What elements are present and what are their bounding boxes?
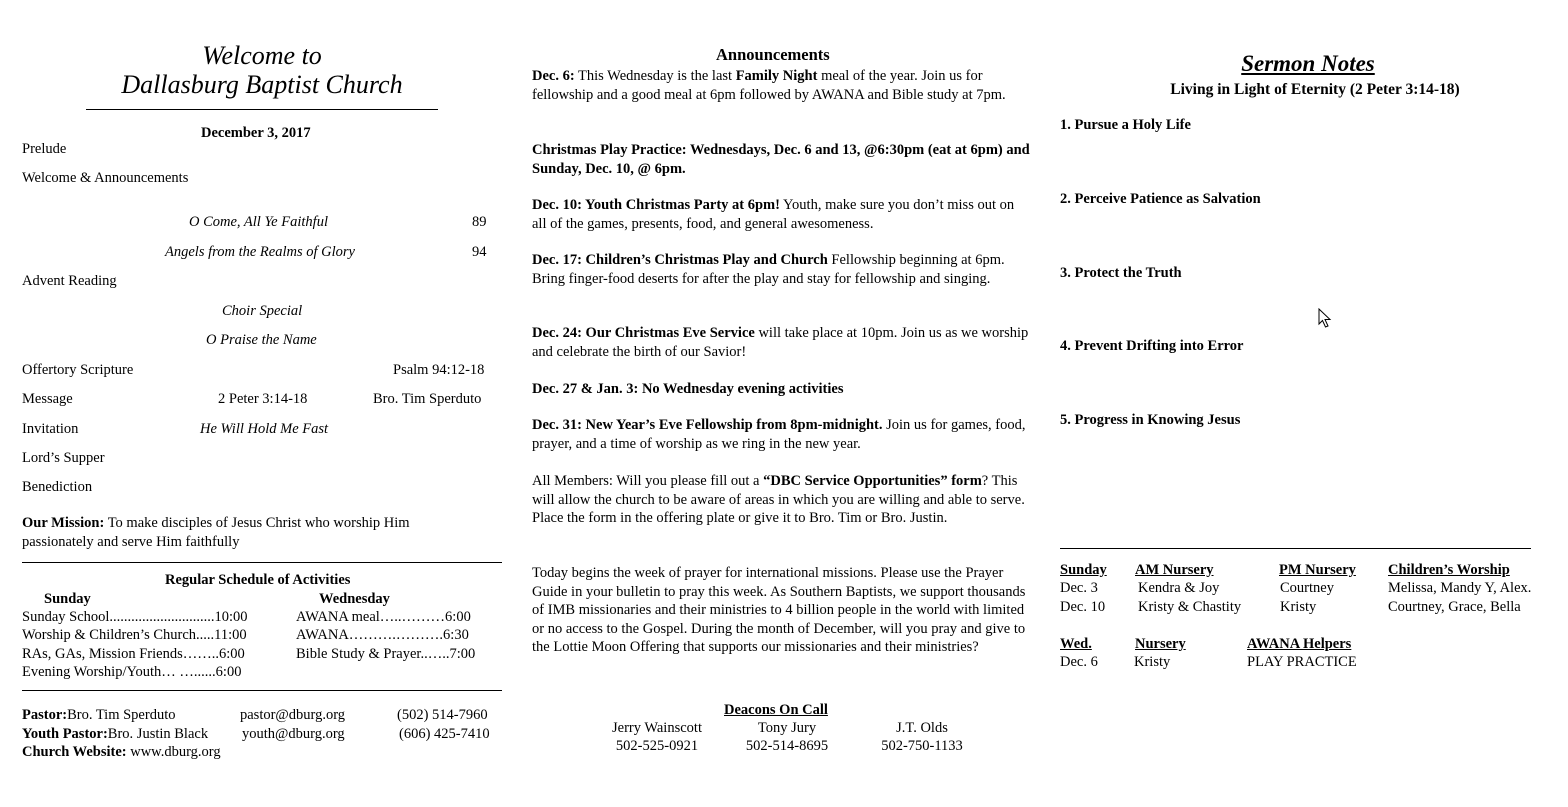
a4-text: Fellowship beginning at 6pm. Bring finger-food deserts for after the play and stay for fellowship and singing. [532, 252, 1005, 287]
mission-label: Our Mission: [22, 515, 105, 531]
schedule-wed-1: AWANA meal…..………6:00 [296, 609, 471, 625]
title-rule [86, 109, 438, 110]
order-invitation: Invitation [22, 421, 79, 437]
youth-pastor-label: Youth Pastor: [22, 726, 108, 742]
hymn-2-title: Angels from the Realms of Glory [165, 244, 355, 260]
youth-pastor-email: youth@dburg.org [242, 726, 345, 742]
announcement-new-years [532, 416, 1030, 453]
church-title [22, 41, 502, 99]
hymn-1-number: 89 [472, 214, 487, 230]
mission-text-1: To make disciples of Jesus Christ who worship Him [104, 515, 410, 531]
deacon-2-name: Tony Jury [757, 720, 817, 736]
deacon-1-phone: 502-525-0921 [615, 738, 699, 754]
order-welcome: Welcome & Announcements [22, 170, 189, 186]
row-1-pm: Courtney [1280, 580, 1334, 596]
pastor-phone: (502) 514-7960 [397, 707, 488, 723]
title-line-1: Welcome to [202, 41, 322, 70]
order-offertory: Offertory Scripture [22, 362, 134, 378]
schedule-sun-4: Evening Worship/Youth… …......6:00 [22, 664, 242, 680]
wed-row-awana: PLAY PRACTICE [1247, 654, 1357, 670]
announcement-service-form [532, 472, 1030, 528]
a7-text: Join us for games, food, prayer, and a time of worship as we ring in the new year. [532, 417, 1026, 452]
order-prelude: Prelude [22, 141, 67, 157]
wed-row-nursery: Kristy [1134, 654, 1171, 670]
a8-form-name: “DBC Service Opportunities” form [763, 473, 982, 489]
a1-text-2: meal of the year. Join us for fellowship and a good meal at 6pm followed by AWANA and Bible study at 7pm. [532, 68, 1006, 103]
mouse-pointer-icon [1318, 308, 1332, 329]
nursery-sunday-head: Sunday [1060, 562, 1107, 578]
schedule-sun-1: Sunday School.............................10:00 [22, 609, 248, 625]
schedule-wed-2: AWANA……….……….6:30 [296, 627, 469, 643]
order-message: Message [22, 391, 73, 407]
wed-row-date: Dec. 6 [1060, 654, 1098, 670]
row-2-date: Dec. 10 [1060, 599, 1106, 615]
choir-song: O Praise the Name [206, 332, 317, 348]
a5-text: will take place at 10pm. Join us as we worship and celebrate the birth of our Savior! [532, 325, 1029, 360]
schedule-sun-2: Worship & Children’s Church.....11:00 [22, 627, 247, 643]
wed-nursery-head: Nursery [1135, 636, 1186, 652]
a5-head: Dec. 24: Our Christmas Eve Service [532, 325, 755, 341]
youth-pastor-line [22, 726, 208, 743]
announcement-family-night [532, 67, 1030, 104]
sermon-point-4: 4. Prevent Drifting into Error [1060, 338, 1244, 354]
pastor-line [22, 707, 175, 724]
deacon-3-phone: 502-750-1133 [881, 738, 963, 754]
pastor-name: Bro. Tim Sperduto [67, 707, 176, 723]
sermon-point-2: 2. Perceive Patience as Salvation [1060, 191, 1261, 207]
row-2-pm: Kristy [1280, 599, 1317, 615]
deacon-1-name: Jerry Wainscott [612, 720, 702, 736]
a8-text-2: ? This will allow the church to be aware of areas in which you are willing and able to serve. Place the form in the offering plate or give it to Bro. Tim or Bro. Justin. [532, 473, 1025, 526]
offertory-ref: Psalm 94:12-18 [393, 362, 485, 378]
announcement-christmas-eve [532, 324, 1030, 361]
title-line-2: Dallasburg Baptist Church [121, 70, 403, 99]
sermon-point-3: 3. Protect the Truth [1060, 265, 1182, 281]
sermon-subtitle: Living in Light of Eternity (2 Peter 3:14-18) [1170, 81, 1460, 98]
a1-family-night: Family Night [735, 68, 818, 84]
row-1-cw: Melissa, Mandy Y, Alex. [1388, 580, 1532, 596]
pastor-label: Pastor: [22, 707, 68, 723]
deacons-title: Deacons On Call [724, 702, 828, 718]
youth-pastor-name: Bro. Justin Black [107, 726, 209, 742]
hymn-2-number: 94 [472, 244, 487, 260]
announcement-missions: Today begins the week of prayer for international missions. Please use the Prayer Guide in your bulletin to pray this week. As Southern Baptists, we support thousands of IMB missionaries and their ministries to 4 billion people in the world with limited or no access to the Gospel. During the month of December, will you pray and give to the Lottie Moon Offering that supports our missionaries and their ministries? [532, 565, 1026, 655]
row-1-date: Dec. 3 [1060, 580, 1098, 596]
schedule-sun-3: RAs, GAs, Mission Friends……..6:00 [22, 646, 245, 662]
deacon-2-phone: 502-514-8695 [745, 738, 829, 754]
order-lords-supper: Lord’s Supper [22, 450, 105, 466]
sermon-point-1: 1. Pursue a Holy Life [1060, 117, 1191, 133]
schedule-wednesday-head: Wednesday [319, 591, 390, 607]
awana-helpers-head: AWANA Helpers [1247, 636, 1352, 652]
row-1-am: Kendra & Joy [1138, 580, 1220, 596]
a3-head: Dec. 10: Youth Christmas Party at 6pm! [532, 197, 780, 213]
mission-text-2: passionately and serve Him faithfully [22, 534, 240, 550]
a7-head: Dec. 31: New Year’s Eve Fellowship from 8pm-midnight. [532, 417, 883, 433]
schedule-title: Regular Schedule of Activities [165, 572, 351, 588]
wed-head: Wed. [1060, 636, 1092, 652]
schedule-sunday-head: Sunday [44, 591, 91, 607]
sermon-point-5: 5. Progress in Knowing Jesus [1060, 412, 1241, 428]
announcement-play-practice: Christmas Play Practice: Wednesdays, Dec. 6 and 13, @6:30pm (eat at 6pm) and Sunday, Dec. 10, @ 6pm. [532, 142, 1030, 177]
a1-text-1: This Wednesday is the last [574, 68, 736, 84]
message-ref: 2 Peter 3:14-18 [218, 391, 308, 407]
announcement-no-wednesday: Dec. 27 & Jan. 3: No Wednesday evening activities [532, 381, 844, 397]
announcement-childrens-play [532, 251, 1030, 288]
website-url: www.dburg.org [126, 744, 221, 760]
website-line [22, 744, 221, 761]
message-speaker: Bro. Tim Sperduto [373, 391, 482, 407]
am-nursery-head: AM Nursery [1135, 562, 1214, 578]
mission-line-1 [22, 515, 410, 532]
order-advent: Advent Reading [22, 273, 117, 289]
childrens-worship-head: Children’s Worship [1388, 562, 1510, 578]
pastor-email: pastor@dburg.org [240, 707, 346, 723]
row-2-cw: Courtney, Grace, Bella [1388, 599, 1521, 615]
announcements-title: Announcements [716, 45, 830, 64]
order-benediction: Benediction [22, 479, 93, 495]
hymn-1-title: O Come, All Ye Faithful [189, 214, 328, 230]
a1-date: Dec. 6: [532, 68, 575, 84]
announcement-youth-party [532, 196, 1030, 233]
nursery-rule [1060, 548, 1531, 549]
sermon-notes-title: Sermon Notes [1241, 51, 1375, 76]
choir-special: Choir Special [222, 303, 303, 319]
website-label: Church Website: [22, 744, 127, 760]
pm-nursery-head: PM Nursery [1279, 562, 1356, 578]
bulletin-date: December 3, 2017 [201, 125, 311, 141]
a8-text-1: All Members: Will you please fill out a [532, 473, 764, 489]
youth-pastor-phone: (606) 425-7410 [399, 726, 490, 742]
a4-head: Dec. 17: Children’s Christmas Play and Church [532, 252, 828, 268]
row-2-am: Kristy & Chastity [1138, 599, 1242, 615]
deacon-3-name: J.T. Olds [896, 720, 948, 736]
schedule-wed-3: Bible Study & Prayer..…..7:00 [296, 646, 476, 662]
invitation-song: He Will Hold Me Fast [200, 421, 329, 437]
a3-text: Youth, make sure you don’t miss out on all of the games, presents, food, and general awesomeness. [532, 197, 1015, 232]
schedule-rule-bottom [22, 690, 502, 691]
schedule-rule-top [22, 562, 502, 563]
